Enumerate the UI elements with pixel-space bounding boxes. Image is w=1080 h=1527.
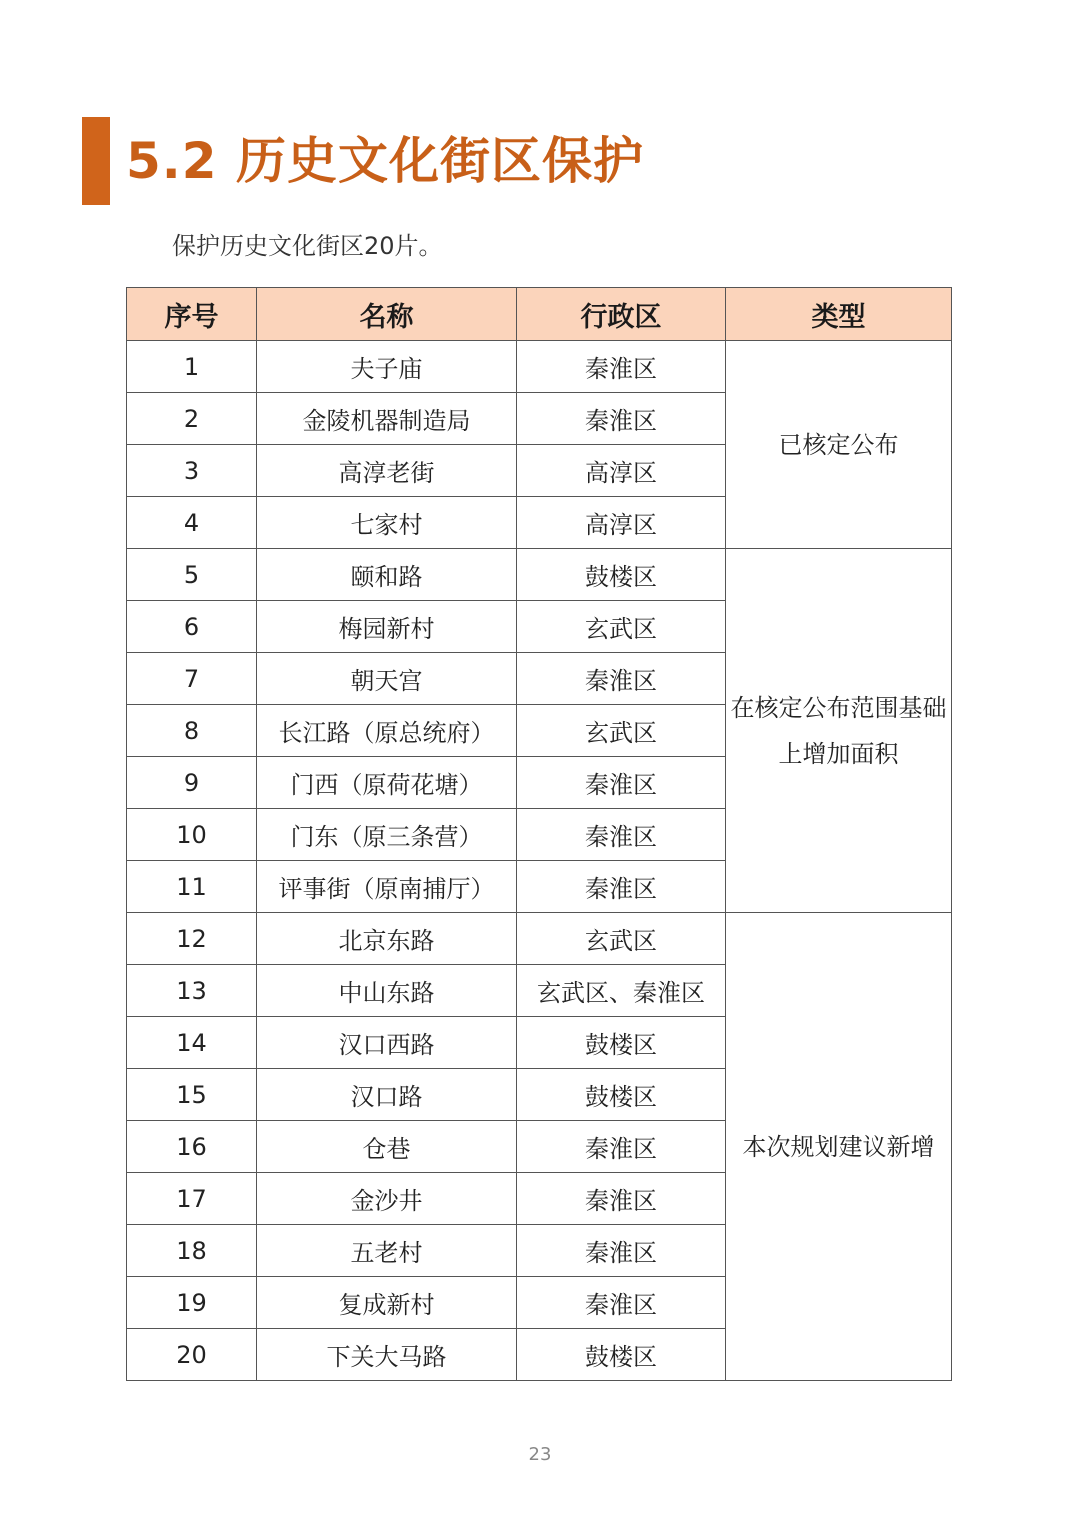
cell-district: 秦淮区 (517, 1225, 726, 1277)
cell-no: 8 (127, 705, 257, 757)
cell-no: 12 (127, 913, 257, 965)
cell-name: 评事街（原南捕厅） (257, 861, 517, 913)
cell-name: 高淳老街 (257, 445, 517, 497)
cell-district: 秦淮区 (517, 1173, 726, 1225)
cell-no: 14 (127, 1017, 257, 1069)
cell-name: 中山东路 (257, 965, 517, 1017)
table-header-row (127, 288, 952, 341)
cell-name: 仓巷 (257, 1121, 517, 1173)
cell-district: 秦淮区 (517, 1277, 726, 1329)
cell-type-announced: 已核定公布 (726, 341, 952, 549)
cell-no: 5 (127, 549, 257, 601)
page-number: 23 (528, 1444, 552, 1465)
cell-no: 18 (127, 1225, 257, 1277)
title-accent-bar (82, 117, 110, 205)
cell-district: 高淳区 (517, 445, 726, 497)
cell-name: 朝天宫 (257, 653, 517, 705)
table-row (127, 549, 952, 601)
header-district: 行政区 (517, 288, 726, 341)
cell-district: 鼓楼区 (517, 1017, 726, 1069)
cell-name: 长江路（原总统府） (257, 705, 517, 757)
cell-district: 鼓楼区 (517, 1069, 726, 1121)
header-type: 类型 (726, 288, 952, 341)
cell-no: 16 (127, 1121, 257, 1173)
cell-no: 3 (127, 445, 257, 497)
cell-district: 鼓楼区 (517, 549, 726, 601)
cell-no: 19 (127, 1277, 257, 1329)
cell-name: 北京东路 (257, 913, 517, 965)
cell-district: 玄武区、秦淮区 (517, 965, 726, 1017)
cell-name: 夫子庙 (257, 341, 517, 393)
cell-name: 金陵机器制造局 (257, 393, 517, 445)
cell-name: 五老村 (257, 1225, 517, 1277)
cell-no: 9 (127, 757, 257, 809)
cell-no: 10 (127, 809, 257, 861)
cell-district: 秦淮区 (517, 653, 726, 705)
cell-name: 汉口西路 (257, 1017, 517, 1069)
cell-no: 7 (127, 653, 257, 705)
header-name: 名称 (257, 288, 517, 341)
header-no: 序号 (127, 288, 257, 341)
table-row (127, 913, 952, 965)
cell-no: 1 (127, 341, 257, 393)
cell-district: 秦淮区 (517, 861, 726, 913)
cell-district: 高淳区 (517, 497, 726, 549)
cell-district: 秦淮区 (517, 809, 726, 861)
cell-no: 20 (127, 1329, 257, 1381)
cell-name: 下关大马路 (257, 1329, 517, 1381)
cell-type-proposed: 本次规划建议新增 (726, 913, 952, 1381)
cell-name: 门东（原三条营） (257, 809, 517, 861)
historic-districts-table (126, 287, 952, 1381)
cell-type-expanded: 在核定公布范围基础上增加面积 (726, 549, 952, 913)
cell-no: 13 (127, 965, 257, 1017)
section-title: 5.2 历史文化街区保护 (126, 132, 644, 190)
cell-district: 秦淮区 (517, 1121, 726, 1173)
table-row (127, 341, 952, 393)
cell-name: 汉口路 (257, 1069, 517, 1121)
cell-no: 15 (127, 1069, 257, 1121)
cell-district: 鼓楼区 (517, 1329, 726, 1381)
intro-text: 保护历史文化街区20片。 (172, 232, 443, 260)
cell-district: 玄武区 (517, 913, 726, 965)
cell-district: 玄武区 (517, 601, 726, 653)
cell-district: 秦淮区 (517, 341, 726, 393)
cell-name: 门西（原荷花塘） (257, 757, 517, 809)
cell-district: 秦淮区 (517, 393, 726, 445)
cell-name: 七家村 (257, 497, 517, 549)
cell-name: 金沙井 (257, 1173, 517, 1225)
cell-name: 复成新村 (257, 1277, 517, 1329)
cell-name: 颐和路 (257, 549, 517, 601)
cell-no: 2 (127, 393, 257, 445)
cell-no: 4 (127, 497, 257, 549)
cell-district: 玄武区 (517, 705, 726, 757)
cell-no: 6 (127, 601, 257, 653)
cell-name: 梅园新村 (257, 601, 517, 653)
cell-no: 11 (127, 861, 257, 913)
cell-district: 秦淮区 (517, 757, 726, 809)
cell-no: 17 (127, 1173, 257, 1225)
